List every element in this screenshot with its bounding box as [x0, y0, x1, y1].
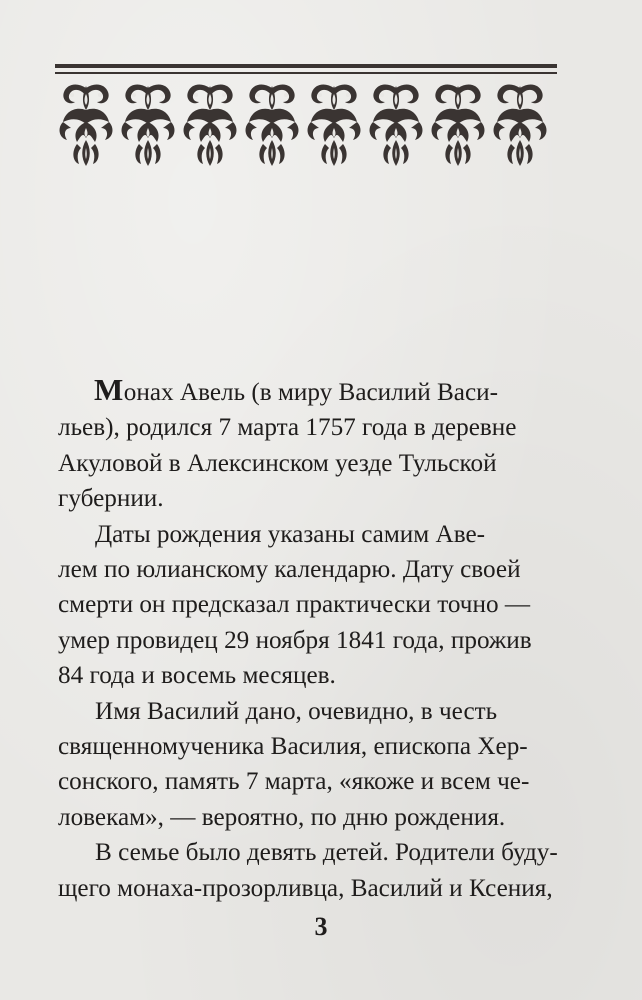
text-line: В семье было девять детей. Родители буду-	[95, 839, 558, 867]
text-line: губернии.	[58, 485, 164, 513]
text-line: Имя Василий дано, очевидно, в честь	[95, 697, 498, 725]
page-number: 3	[314, 912, 328, 941]
text-line: умер провидец 29 ноября 1841 года, прожив	[58, 626, 532, 654]
decorative-headpiece	[55, 62, 557, 170]
text-line: смерти он предсказал практически точно —	[58, 591, 531, 619]
paragraph-1	[58, 372, 558, 517]
paragraph-3	[58, 694, 558, 836]
text-line: сонского, память 7 марта, «якоже и всем че-	[58, 768, 530, 796]
text-line: священномученика Василия, епископа Хер-	[58, 733, 528, 761]
main-text	[58, 372, 558, 906]
text-line: щего монаха-прозорливца, Василий и Ксения,	[58, 874, 553, 902]
paragraph-2	[58, 517, 558, 694]
paragraph-4	[58, 835, 558, 906]
text-line: лем по юлианскому календарю. Дату своей	[58, 556, 521, 584]
text-line: онах Авель (в миру Василий Васи-	[123, 379, 499, 406]
text-line: Даты рождения указаны самим Аве-	[95, 520, 486, 548]
text-line: Акуловой в Алексинском уезде Тульской	[58, 449, 497, 477]
text-line: льев), родился 7 марта 1757 года в деревне	[58, 414, 517, 442]
text-line: ловекам», — вероятно, по дню рождения.	[58, 803, 506, 831]
text-line: 84 года и восемь месяцев.	[58, 662, 336, 690]
drop-cap: М	[94, 372, 124, 407]
